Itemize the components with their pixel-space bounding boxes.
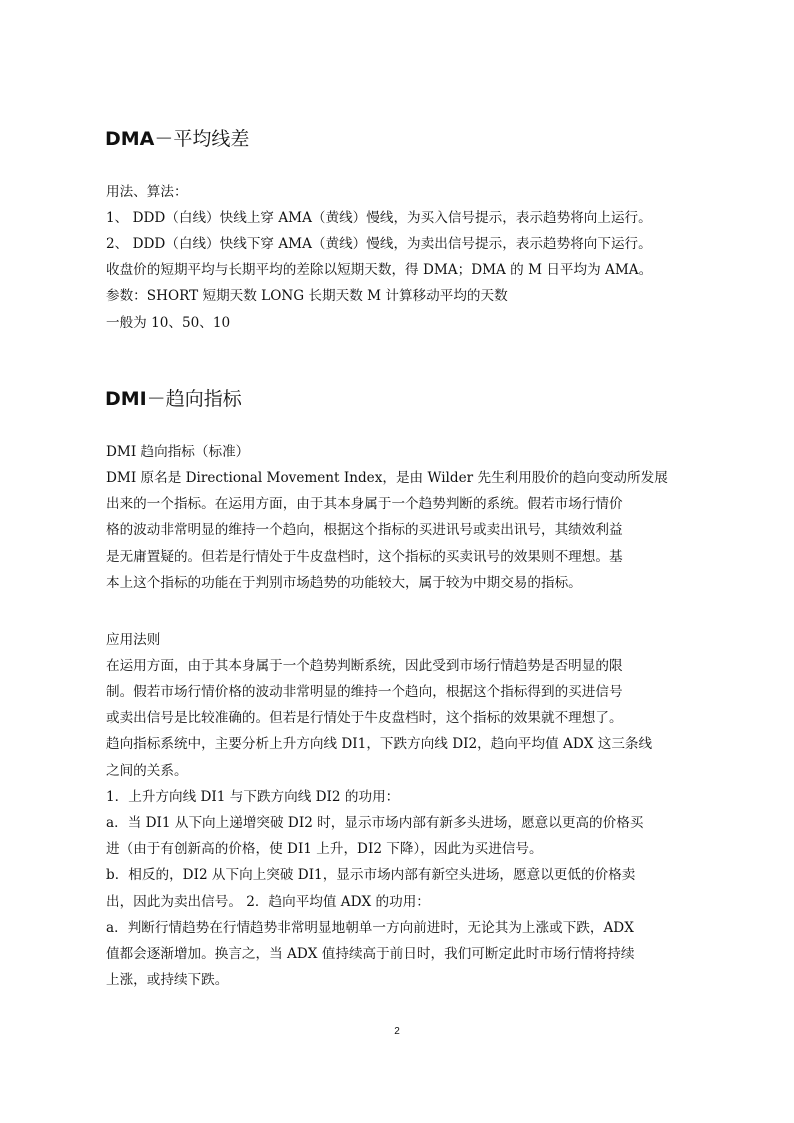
dmi-rules-line: a．判断行情趋势在行情趋势非常明显地朝单一方向前进时，无论其为上涨或下跌，ADX	[106, 920, 634, 936]
dma-title-abbr: DMA	[105, 128, 155, 150]
dma-line-usage-heading: 用法、算法：	[106, 184, 188, 200]
dmi-rules-line: 值都会逐渐增加。换言之，当 ADX 值持续高于前日时，我们可断定此时市场行情将持续	[106, 946, 635, 962]
dmi-rules-line: 之间的关系。	[106, 763, 188, 779]
dmi-intro-line: 本上这个指标的功能在于判别市场趋势的功能较大，属于较为中期交易的指标。	[106, 575, 582, 591]
dmi-intro-line: 是无庸置疑的。但若是行情处于牛皮盘档时，这个指标的买卖讯号的效果则不理想。基	[106, 549, 623, 565]
dmi-rules-line: 上涨，或持续下跌。	[106, 972, 229, 988]
dmi-intro-heading: DMI 趋向指标（标准）	[106, 444, 250, 460]
dmi-rules-line: 制。假若市场行情价格的波动非常明显的维持一个趋向，根据这个指标得到的买进信号	[106, 684, 623, 700]
dmi-intro-line: DMI 原名是 Directional Movement Index，是由 Wilder 先生利用股价的趋向变动所发展	[106, 470, 668, 486]
dmi-rules-line: 1．上升方向线 DI1 与下跌方向线 DI2 的功用：	[106, 789, 400, 805]
dmi-rules-line: 进（由于有创新高的价格，使 DI1 上升，DI2 下降），因此为买进信号。	[106, 841, 543, 857]
dmi-section-title	[105, 384, 242, 411]
dma-title-rest: －平均线差	[154, 128, 250, 150]
dmi-intro-line: 格的波动非常明显的维持一个趋向，根据这个指标的买进讯号或卖出讯号，其绩效利益	[106, 522, 623, 538]
dmi-title-rest: －趋向指标	[146, 388, 242, 410]
dmi-rules-line: 在运用方面，由于其本身属于一个趋势判断系统，因此受到市场行情趋势是否明显的限	[106, 658, 623, 674]
dma-line-rule-2: 2、 DDD（白线）快线下穿 AMA（黄线）慢线，为卖出信号提示，表示趋势将向下运行。	[106, 236, 652, 252]
dmi-title-abbr: DMI	[105, 388, 147, 410]
dmi-rules-line: b．相反的，DI2 从下向上突破 DI1，显示市场内部有新空头进场，愿意以更低的价格卖	[106, 867, 636, 883]
dma-line-rule-1: 1、 DDD（白线）快线上穿 AMA（黄线）慢线，为买入信号提示，表示趋势将向上运行。	[106, 210, 652, 226]
dma-line-params: 参数：SHORT 短期天数 LONG 长期天数 M 计算移动平均的天数	[106, 288, 508, 304]
dmi-rules-line: 趋向指标系统中，主要分析上升方向线 DI1，下跌方向线 DI2，趋向平均值 ADX 这三条线	[106, 736, 653, 752]
dmi-rules-line: 或卖出信号是比较准确的。但若是行情处于牛皮盘档时，这个指标的效果就不理想了。	[106, 710, 623, 726]
dmi-rules-line: 出，因此为卖出信号。 2．趋向平均值 ADX 的功用：	[106, 894, 430, 910]
dmi-rules-heading: 应用法则	[106, 632, 161, 648]
dma-line-formula: 收盘价的短期平均与长期平均的差除以短期天数，得 DMA；DMA 的 M 日平均为 AMA。	[106, 262, 653, 278]
dmi-rules-line: a．当 DI1 从下向上递增突破 DI2 时，显示市场内部有新多头进场，愿意以更高的价格买	[106, 815, 644, 831]
page-number: 2	[394, 1026, 400, 1037]
dma-section-title	[105, 124, 249, 151]
dma-line-defaults: 一般为 10、50、10	[106, 315, 231, 331]
dmi-intro-line: 出来的一个指标。在运用方面，由于其本身属于一个趋势判断的系统。假若市场行情价	[106, 496, 623, 512]
